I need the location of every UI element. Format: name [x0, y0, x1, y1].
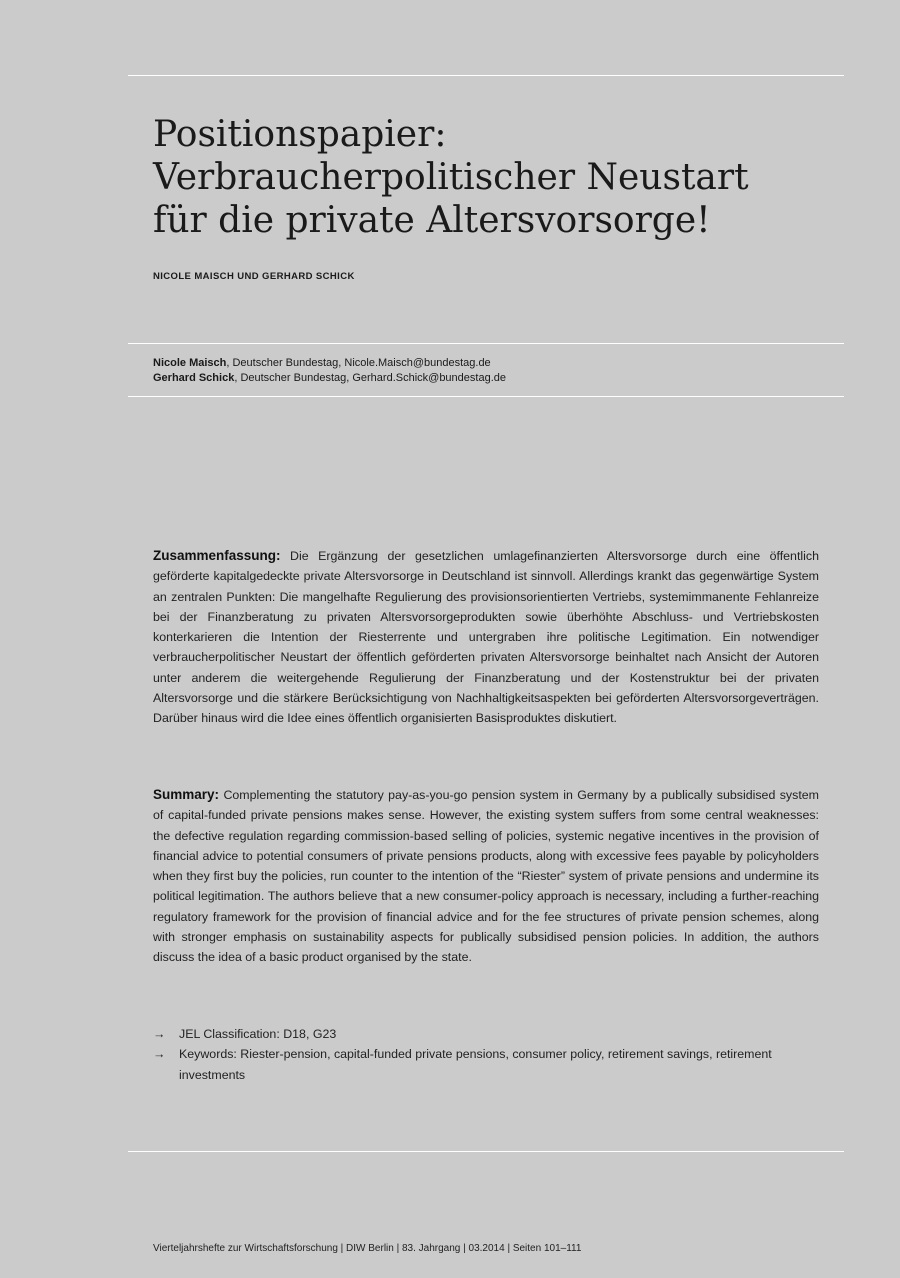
title-line-3: für die private Altersvorsorge!	[153, 200, 711, 241]
authors-byline: NICOLE MAISCH UND GERHARD SCHICK	[153, 271, 355, 282]
abstract-english-label: Summary:	[153, 787, 220, 802]
affiliation-maisch	[153, 356, 506, 371]
bottom-divider	[128, 1151, 844, 1152]
jel-classification-text: JEL Classification: D18, G23	[179, 1027, 337, 1041]
journal-footer: Vierteljahrshefte zur Wirtschaftsforschung | DIW Berlin | 83. Jahrgang | 03.2014 | Seiten 101–111	[153, 1243, 582, 1254]
author-detail: , Deutscher Bundestag, Nicole.Maisch@bundestag.de	[226, 357, 491, 369]
classification-list	[153, 1024, 833, 1085]
abstract-english	[153, 785, 819, 968]
top-divider	[128, 75, 844, 76]
abstract-german-label: Zusammenfassung:	[153, 548, 281, 563]
keywords	[153, 1044, 833, 1085]
abstract-german-text: Die Ergänzung der gesetzlichen umlagefinanzierten Altersvorsorge durch eine öffentlich geförderte kapitalgedeckte private Altersvorsorge in Deutschland ist sinnvoll. Allerdings krankt das gegenwärtige System an zentralen Punkten: Die mangelhafte Regulierung des provisionsorientierten Vertriebs, systemimmanente Fehlanreize bei der Finanzberatung zu privaten Altersvorsorgeprodukten sowie überhöhte Abschluss- und Vertriebskosten konterkarieren die Intention der Riesterrente und untergraben ihre politische Legitimation. Ein notwendiger verbraucherpolitischer Neustart der öffentlich geförderten privaten Altersvorsorge beinhaltet nach Ansicht der Autoren unter anderem die weitergehende Regulierung der Finanzberatung und der Kostenstruktur bei der privaten Altersvorsorge und die stärkere Berücksichtigung von Nachhaltigkeitsaspekten bei geförderten Altersvorsorgeverträgen. Darüber hinaus wird die Idee eines öffentlich organisierten Basisproduktes diskutiert.	[153, 549, 819, 726]
author-name: Nicole Maisch	[153, 357, 227, 369]
jel-classification	[153, 1024, 833, 1044]
affiliation-top-divider	[128, 343, 844, 344]
arrow-right-icon: →	[153, 1027, 166, 1041]
abstract-english-text: Complementing the statutory pay-as-you-go pension system in Germany by a publically subsidised system of capital-funded private pensions makes sense. However, the existing system suffers from some central weaknesses: the defective regulation regarding commission-based selling of policies, systemic negative incentives in the provision of financial advice to potential consumers of private pensions products, along with excessive fees payable by policyholders when they first buy the policies, run counter to the intention of the “Riester” system of private pensions and undermine its political legitimation. The authors believe that a new consumer-policy approach is necessary, including a further-reaching regulatory framework for the provision of financial advice and for the fee structures of private pension schemes, along with stronger emphasis on sustainability aspects for publically subsidised pension policies. In addition, the authors discuss the idea of a basic product organised by the state.	[153, 788, 819, 965]
author-affiliations	[153, 356, 506, 386]
affiliation-schick	[153, 371, 506, 386]
paper-title	[153, 113, 833, 242]
affiliation-bottom-divider	[128, 396, 844, 397]
author-name: Gerhard Schick	[153, 372, 235, 384]
title-line-2: Verbraucherpolitischer Neustart	[153, 157, 749, 198]
arrow-right-icon: →	[153, 1047, 166, 1062]
author-detail: , Deutscher Bundestag, Gerhard.Schick@bundestag.de	[234, 372, 506, 384]
abstract-german	[153, 546, 819, 729]
title-line-1: Positionspapier:	[153, 114, 447, 155]
keywords-text: Keywords: Riester-pension, capital-funded private pensions, consumer policy, retirement savings, retirement investments	[179, 1047, 772, 1082]
